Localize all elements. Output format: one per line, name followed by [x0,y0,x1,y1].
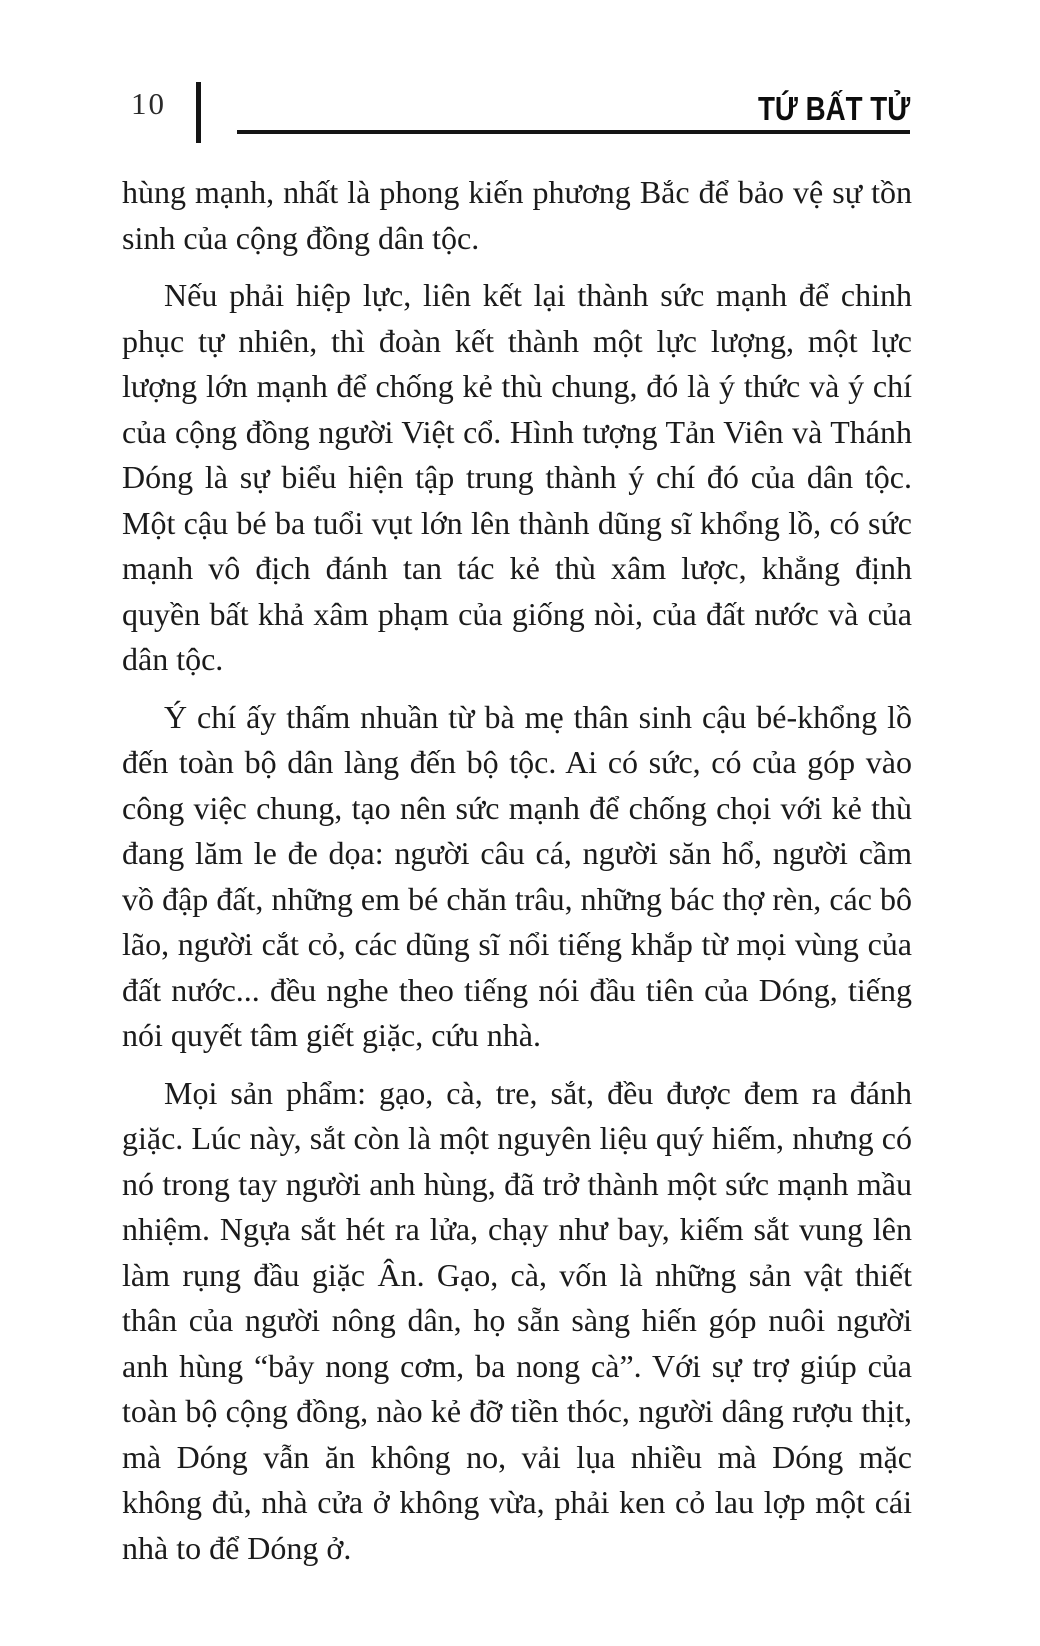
page-number: 10 [131,86,166,121]
paragraph-2: Nếu phải hiệp lực, liên kết lại thành sức mạnh để chinh phục tự nhiên, thì đoàn kết thành một lực lượng, một lực lượng lớn mạnh để chống kẻ thù chung, đó là ý thức và ý chí của cộng đồng người Việt cổ. Hình tượng Tản Viên và Thánh Dóng là sự biểu hiện tập trung thành ý chí đó của dân tộc. Một cậu bé ba tuổi vụt lớn lên thành dũng sĩ khổng lồ, có sức mạnh vô địch đánh tan tác kẻ thù xâm lược, khẳng định quyền bất khả xâm phạm của giống nòi, của đất nước và của dân tộc. [122,277,912,677]
paragraph-4: Mọi sản phẩm: gạo, cà, tre, sắt, đều được đem ra đánh giặc. Lúc này, sắt còn là một nguyên liệu quý hiếm, nhưng có nó trong tay người anh hùng, đã trở thành một sức mạnh mầu nhiệm. Ngựa sắt hét ra lửa, chạy như bay, kiếm sắt vung lên làm rụng đầu giặc Ân. Gạo, cà, vốn là những sản vật thiết thân của người nông dân, họ sẵn sàng hiến góp nuôi người anh hùng “bảy nong cơm, ba nong cà”. Với sự trợ giúp của toàn bộ cộng đồng, nào kẻ đỡ tiền thóc, người dâng rượu thịt, mà Dóng vẫn ăn không no, vải lụa nhiều mà Dóng mặc không đủ, nhà cửa ở không vừa, phải ken cỏ lau lợp một cái nhà to để Dóng ở. [122,1074,912,1566]
page-body [122,170,912,1571]
paragraph-1: hùng mạnh, nhất là phong kiến phương Bắc để bảo vệ sự tồn sinh của cộng đồng dân tộc. [122,174,912,256]
header-horizontal-rule [237,130,910,134]
paragraph-3: Ý chí ấy thấm nhuần từ bà mẹ thân sinh cậu bé-khổng lồ đến toàn bộ dân làng đến bộ tộc. Ai có sức, có của góp vào công việc chung, tạo nên sức mạnh để chống chọi với kẻ thù đang lăm le đe dọa: người câu cá, người săn hổ, người cầm vồ đập đất, những em bé chăn trâu, những bác thợ rèn, các bô lão, người cắt cỏ, các dũng sĩ nổi tiếng khắp từ mọi vùng của đất nước... đều nghe theo tiếng nói đầu tiên của Dóng, tiếng nói quyết tâm giết giặc, cứu nhà. [122,698,912,1053]
header-vertical-rule [196,82,201,143]
running-title: TỨ BẤT TỬ [757,90,910,127]
